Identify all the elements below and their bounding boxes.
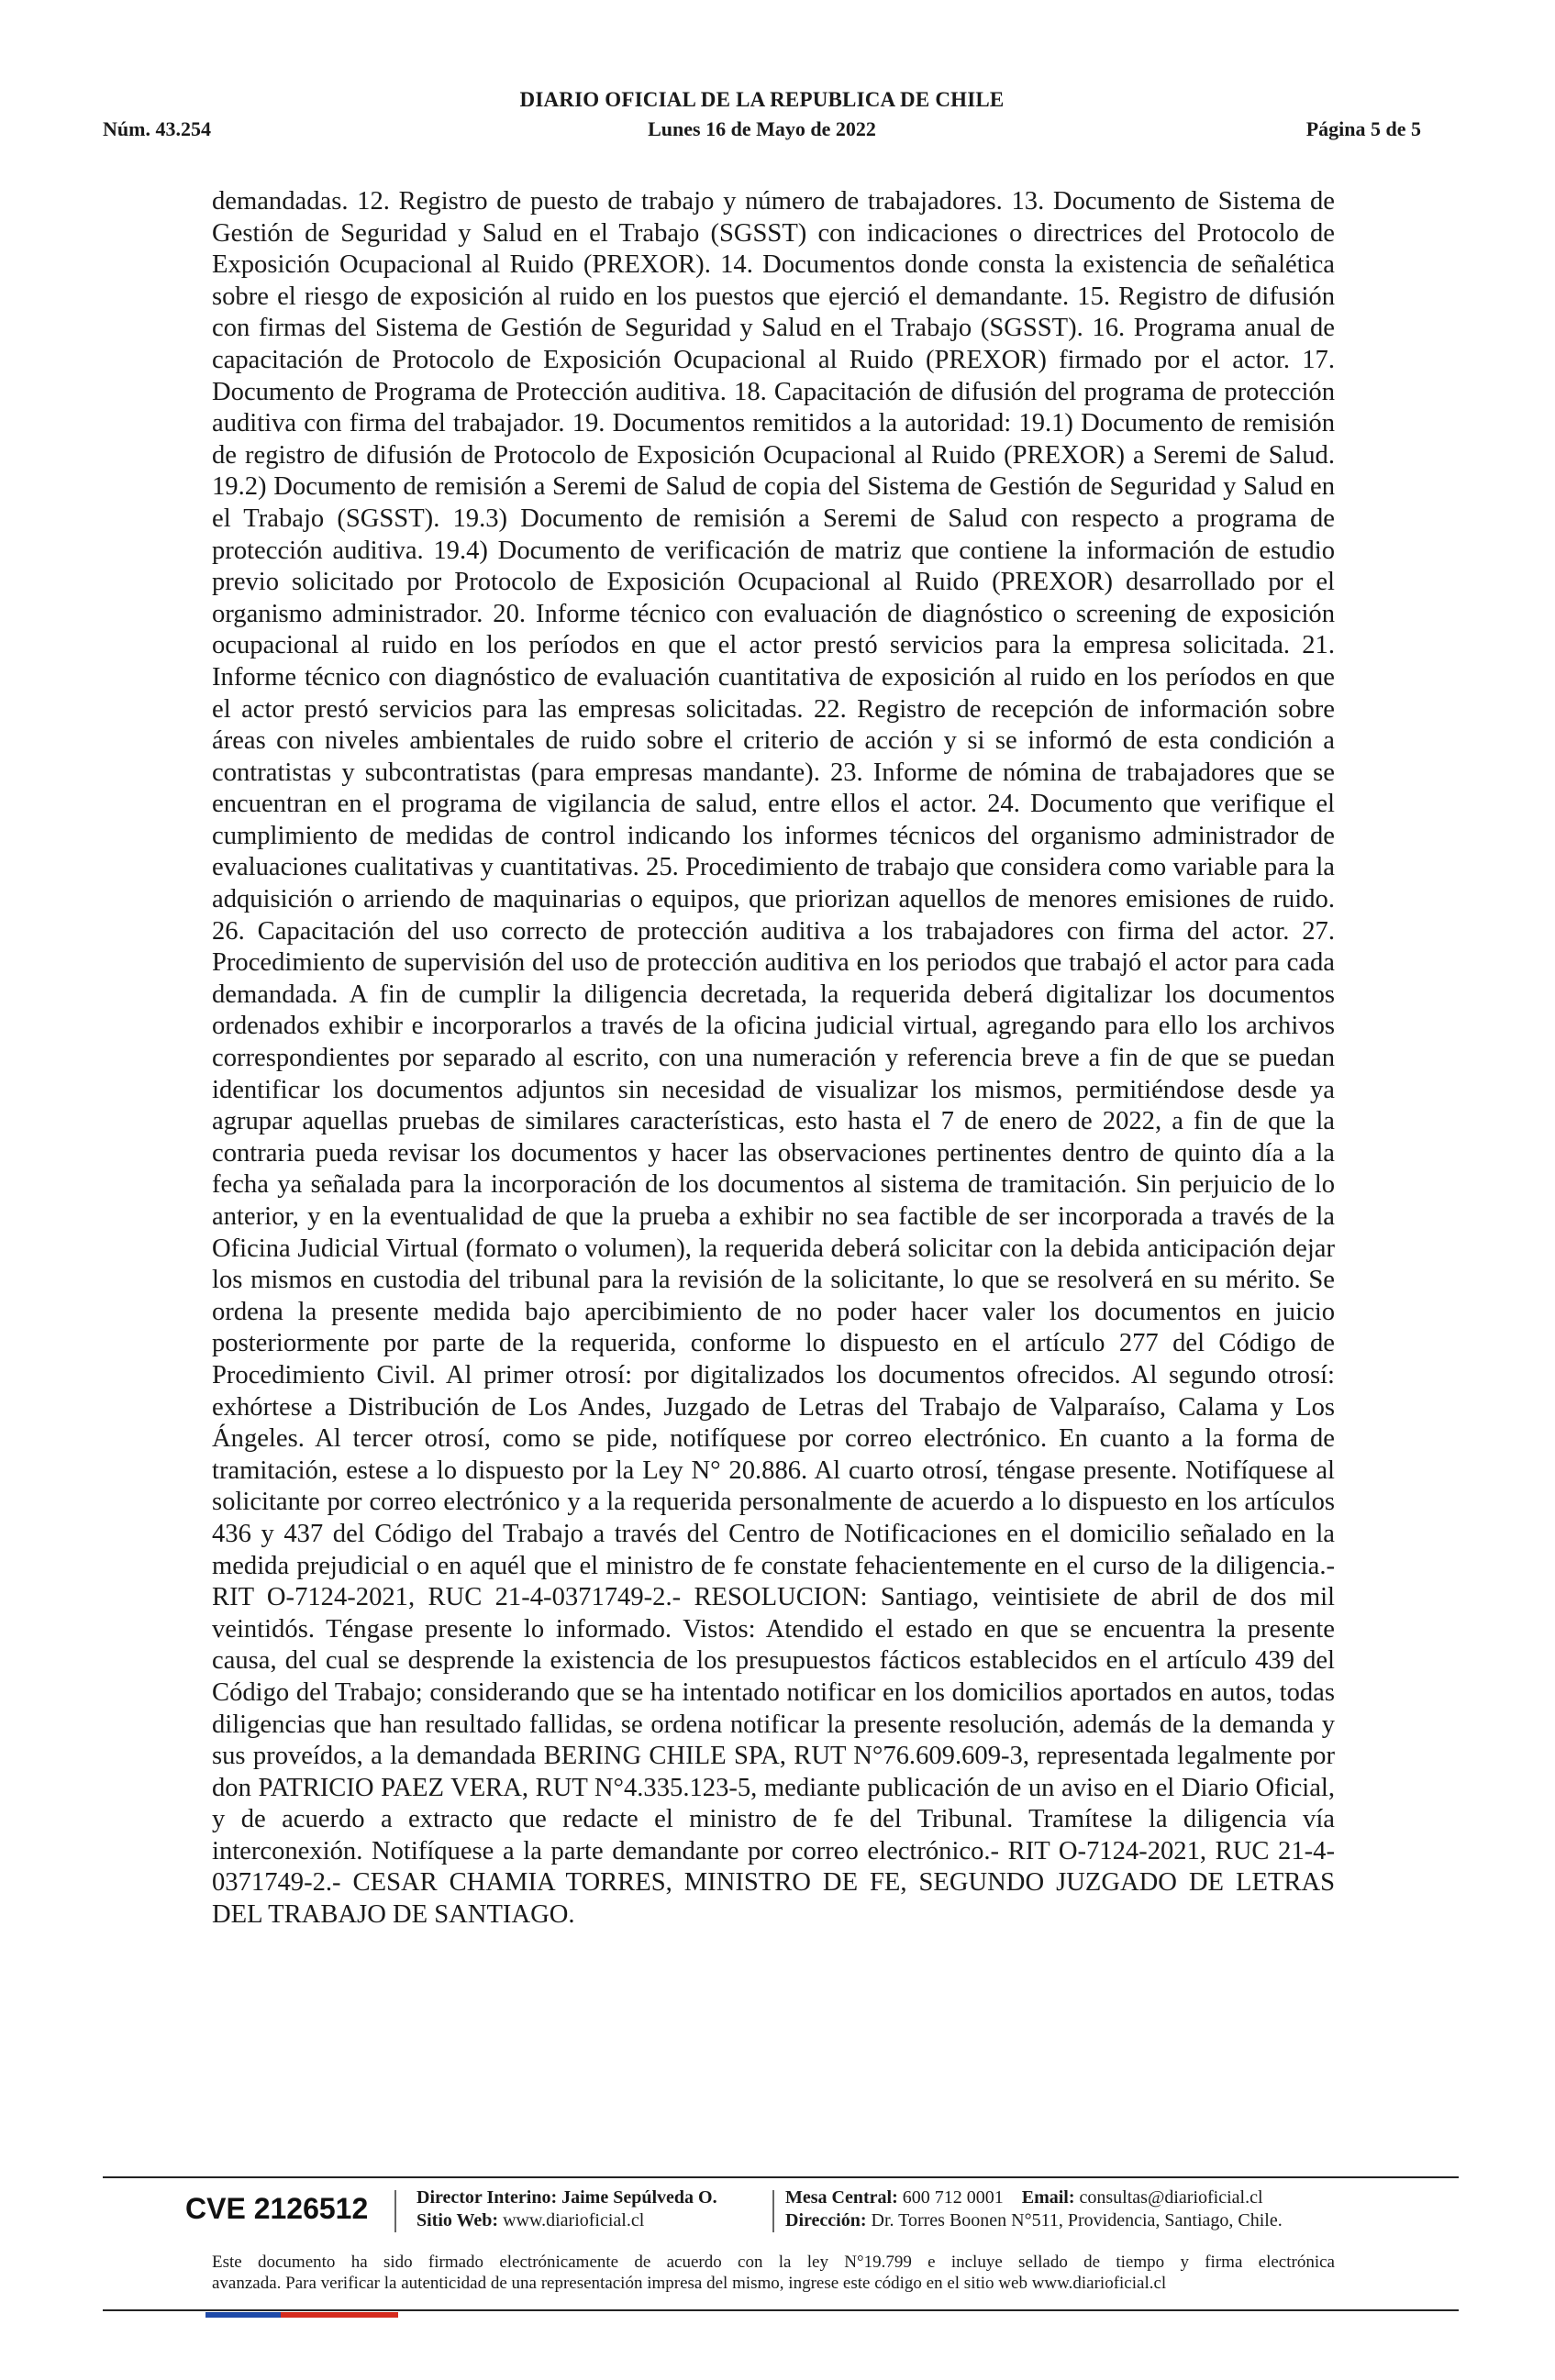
body-text: demandadas. 12. Registro de puesto de trabajo y número de trabajadores. 13. Documento de Sistema de Gestión de Seguridad y Salud en el Trabajo (SGSST) con indicaciones o directrices del Protocolo de Exposición Ocupacional al Ruido (PREXOR). 14. Documentos donde consta la existencia de señalética sobre el riesgo de exposición al ruido en los puestos que ejerció el demandante. 15. Registro de difusión con firmas del Sistema de Gestión de Seguridad y Salud en el Trabajo (SGSST). 16. Programa anual de capacitación de Protocolo de Exposición Ocupacional al Ruido (PREXOR) firmado por el actor. 17. Documento de Programa de Protección auditiva. 18. Capacitación de difusión del programa de protección auditiva con firma del trabajador. 19. Documentos remitidos a la autoridad: 19.1) Documento de remisión de registro de difusión de Protocolo de Exposición Ocupacional al Ruido (PREXOR) a Seremi de Salud. 19.2) Documento de remisión a Seremi de Salud de copia del Sistema de Gestión de Seguridad y Salud en el Trabajo (SGSST). 19.3) Documento de remisión a Seremi de Salud con respecto a programa de protección auditiva. 19.4) Documento de verificación de matriz que contiene la información de estudio previo solicitado por Protocolo de Exposición Ocupacional al Ruido (PREXOR) desarrollado por el organismo administrador. 20. Informe técnico con evaluación de diagnóstico o screening de exposición ocupacional al ruido en los períodos en que el actor prestó servicios para la empresa solicitada. 21. Informe técnico con diagnóstico de evaluación cuantitativa de exposición al ruido en los períodos en que el actor prestó servicios para las empresas solicitadas. 22. Registro de recepción de información sobre áreas con niveles ambientales de ruido sobre el criterio de acción y si se informó de esta condición a contratistas y subcontratistas (para empresas mandante). 23. Informe de nómina de trabajadores que se encuentran en el programa de vigilancia de salud, entre ellos el actor. 24. Documento que verifique el cumplimiento de medidas de control indicando los informes técnicos del organismo administrador de evaluaciones cualitativas y cuantitativas. 25. Procedimiento de trabajo que considera como variable para la adquisición o arriendo de maquinarias o equipos, que priorizan aquellos de menores emisiones de ruido. 26. Capacitación del uso correcto de protección auditiva a los trabajadores con firma del actor. 27. Procedimiento de supervisión del uso de protección auditiva en los periodos que trabajó el actor para cada demandada. A fin de cumplir la diligencia decretada, la requerida deberá digitalizar los documentos ordenados exhibir e incorporarlos a través de la oficina judicial virtual, agregando para ello los archivos correspondientes por separado al escrito, con una numeración y referencia breve a fin de que se puedan identificar los documentos adjuntos sin necesidad de visualizar los mismos, permitiéndose desde ya agrupar aquellas pruebas de similares características, esto hasta el 7 de enero de 2022, a fin de que la contraria pueda revisar los documentos y hacer las observaciones pertinentes dentro de quinto día a la fecha ya señalada para la incorporación de los documentos al sistema de tramitación. Sin perjuicio de lo anterior, y en la eventualidad de que la prueba a exhibir no sea factible de ser incorporada a través de la Oficina Judicial Virtual (formato o volumen), la requerida deberá solicitar con la debida anticipación dejar los mismos en custodia del tribunal para la revisión de la solicitante, lo que se resolverá en su mérito. Se ordena la presente medida bajo apercibimiento de no poder hacer valer los documentos en juicio posteriormente por parte de la requerida, conforme lo dispuesto en el artículo 277 del Código de Procedimiento Civil. Al primer otrosí: por digitalizados los documentos ofrecidos. Al segundo otrosí: exhórtese a Distribución de Los Andes, Juzgado de Letras del Trabajo de Valparaíso, Calama y Los Ángeles. Al tercer otrosí, como se pide, notifíquese por correo electrónico. En cuanto a la forma de tramitación, estese a lo dispuesto por la Ley N° 20.886. Al cuarto otrosí, téngase presente. Notifíquese al solicitante por correo electrónico y a la requerida personalmente de acuerdo a lo dispuesto en los artículos 436 y 437 del Código del Trabajo a través del Centro de Notificaciones en el domicilio señalado en la medida prejudicial o en aquél que el ministro de fe constate fehacientemente en el curso de la diligencia.- RIT O-7124-2021, RUC 21-4-0371749-2.- RESOLUCION: Santiago, veintisiete de abril de dos mil veintidós. Téngase presente lo informado. Vistos: Atendido el estado en que se encuentra la presente causa, del cual se desprende la existencia de los presupuestos fácticos establecidos en el artículo 439 del Código del Trabajo; considerando que se ha intentado notificar en los domicilios aportados en autos, todas diligencias que han resultado fallidas, se ordena notificar la presente resolución, además de la demanda y sus proveídos, a la demandada BERING CHILE SPA, RUT N°76.609.609-3, representada legalmente por don PATRICIO PAEZ VERA, RUT N°4.335.123-5, mediante publicación de un aviso en el Diario Oficial, y de acuerdo a extracto que redacte el ministro de fe del Tribunal. Tramítese la diligencia vía interconexión. Notifíquese a la parte demandante por correo electrónico.- RIT O-7124-2021, RUC 21-4-0371749-2.- CESAR CHAMIA TORRES, MINISTRO DE FE, SEGUNDO JUZGADO DE LETRAS DEL TRABAJO DE SANTIAGO. — [212, 187, 1335, 1930]
page-footer — [103, 2186, 1459, 2238]
phone-email-line — [785, 2186, 1283, 2209]
website-label: Sitio Web: — [417, 2210, 499, 2231]
notice-line: Este documento ha sido firmado electrónicamente de acuerdo con la ley N°19.799 e incluye sellado de tiempo y firma electrónica — [212, 2253, 1335, 2272]
footer-contact-right — [785, 2186, 1283, 2232]
phone-label: Mesa Central: — [785, 2187, 898, 2208]
notice-line: avanzada. Para verificar la autenticidad de una representación impresa del mismo, ingrese este código en el sitio web www.diarioficial.cl — [212, 2274, 1167, 2293]
address-label: Dirección: — [785, 2210, 867, 2231]
address-value: Dr. Torres Boonen N°511, Providencia, Santiago, Chile. — [871, 2210, 1283, 2231]
director-value: Jaime Sepúlveda O. — [561, 2187, 717, 2208]
footer-divider — [394, 2190, 396, 2232]
footer-top-rule — [103, 2176, 1459, 2178]
page-header — [103, 88, 1421, 149]
publication-title: DIARIO OFICIAL DE LA REPUBLICA DE CHILE — [519, 88, 1005, 111]
website-link[interactable]: www.diarioficial.cl — [503, 2210, 645, 2231]
email-link[interactable]: consultas@diarioficial.cl — [1079, 2187, 1263, 2208]
director-label: Director Interino: — [417, 2187, 558, 2208]
website-line — [417, 2209, 717, 2232]
flag-stripe-blue — [205, 2312, 281, 2318]
issue-number: Núm. 43.254 — [103, 117, 211, 140]
footer-divider — [772, 2190, 774, 2232]
director-line — [417, 2186, 717, 2209]
footer-contact-left — [417, 2186, 717, 2232]
issue-date: Lunes 16 de Mayo de 2022 — [648, 117, 876, 140]
phone-value: 600 712 0001 — [902, 2187, 1004, 2208]
email-label: Email: — [1021, 2187, 1075, 2208]
signature-notice — [212, 2252, 1335, 2294]
flag-stripe-red — [281, 2312, 398, 2318]
address-line — [785, 2209, 1283, 2232]
footer-bottom-rule — [103, 2309, 1459, 2311]
page-number: Página 5 de 5 — [1305, 117, 1421, 140]
cve-code: CVE 2126512 — [185, 2192, 369, 2225]
chile-flag-stripe — [205, 2312, 398, 2318]
